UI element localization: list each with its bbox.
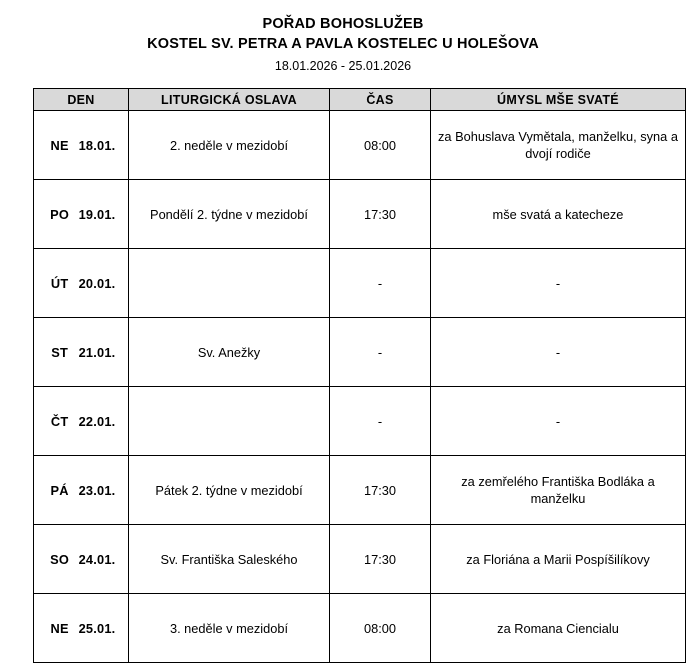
date-range: 18.01.2026 - 25.01.2026: [274, 59, 412, 73]
cell-day-date: 22.01.: [78, 413, 116, 429]
table-head: [34, 89, 686, 111]
column-header-day: DEN: [34, 89, 129, 111]
cell-intention: za Bohuslava Vymětala, manželku, syna a dvojí rodiče: [431, 111, 686, 180]
page-subtitle-church: KOSTEL SV. PETRA A PAVLA KOSTELEC U HOLEŠOVA: [147, 36, 539, 52]
cell-time: 17:30: [330, 456, 431, 525]
cell-day: [34, 318, 129, 387]
table-row: [34, 456, 686, 525]
table-row: [34, 594, 686, 663]
cell-day-date: 21.01.: [78, 344, 116, 360]
cell-time: 08:00: [330, 594, 431, 663]
cell-day: [34, 387, 129, 456]
document-header: [0, 0, 686, 76]
cell-celebration: Pátek 2. týdne v mezidobí: [129, 456, 330, 525]
cell-day: [34, 525, 129, 594]
cell-day-date: 24.01.: [78, 551, 116, 567]
table-row: [34, 387, 686, 456]
cell-intention: -: [431, 387, 686, 456]
cell-day-weekday: NE: [50, 137, 69, 153]
cell-intention: za zemřelého Františka Bodláka a manželku: [431, 456, 686, 525]
cell-day-weekday: ÚT: [50, 275, 69, 291]
schedule-table: [33, 88, 686, 663]
cell-time: 08:00: [330, 111, 431, 180]
table-row: [34, 525, 686, 594]
cell-celebration: 2. neděle v mezidobí: [129, 111, 330, 180]
cell-celebration: Sv. Františka Saleského: [129, 525, 330, 594]
cell-day-date: 20.01.: [78, 275, 116, 291]
table-row: [34, 111, 686, 180]
page-title: POŘAD BOHOSLUŽEB: [262, 16, 424, 32]
table-row: [34, 318, 686, 387]
cell-intention: za Floriána a Marii Pospíšilíkovy: [431, 525, 686, 594]
cell-day: [34, 249, 129, 318]
cell-intention: -: [431, 249, 686, 318]
cell-time: -: [330, 318, 431, 387]
cell-day-date: 23.01.: [78, 482, 116, 498]
cell-day-weekday: PO: [50, 206, 70, 222]
cell-time: 17:30: [330, 180, 431, 249]
schedule-table-wrapper: [0, 88, 686, 663]
cell-intention: za Romana Ciencialu: [431, 594, 686, 663]
cell-intention: mše svatá a katecheze: [431, 180, 686, 249]
column-header-time: ČAS: [330, 89, 431, 111]
cell-celebration: 3. neděle v mezidobí: [129, 594, 330, 663]
cell-day-date: 19.01.: [78, 206, 116, 222]
cell-celebration: [129, 249, 330, 318]
cell-day-weekday: PÁ: [50, 482, 69, 498]
cell-day-date: 25.01.: [78, 620, 116, 636]
cell-day-date: 18.01.: [78, 137, 116, 153]
column-header-intention: ÚMYSL MŠE SVATÉ: [431, 89, 686, 111]
cell-day-weekday: SO: [50, 551, 70, 567]
column-header-celebration: LITURGICKÁ OSLAVA: [129, 89, 330, 111]
cell-day-weekday: ČT: [50, 413, 69, 429]
table-row: [34, 180, 686, 249]
cell-celebration: [129, 387, 330, 456]
cell-intention: -: [431, 318, 686, 387]
cell-celebration: Sv. Anežky: [129, 318, 330, 387]
cell-day-weekday: NE: [50, 620, 69, 636]
table-body: [34, 111, 686, 663]
table-header-row: [34, 89, 686, 111]
cell-time: 17:30: [330, 525, 431, 594]
cell-time: -: [330, 249, 431, 318]
cell-day: [34, 594, 129, 663]
cell-day-weekday: ST: [51, 344, 68, 360]
cell-day: [34, 180, 129, 249]
cell-day: [34, 456, 129, 525]
cell-time: -: [330, 387, 431, 456]
cell-day: [34, 111, 129, 180]
table-row: [34, 249, 686, 318]
cell-celebration: Pondělí 2. týdne v mezidobí: [129, 180, 330, 249]
